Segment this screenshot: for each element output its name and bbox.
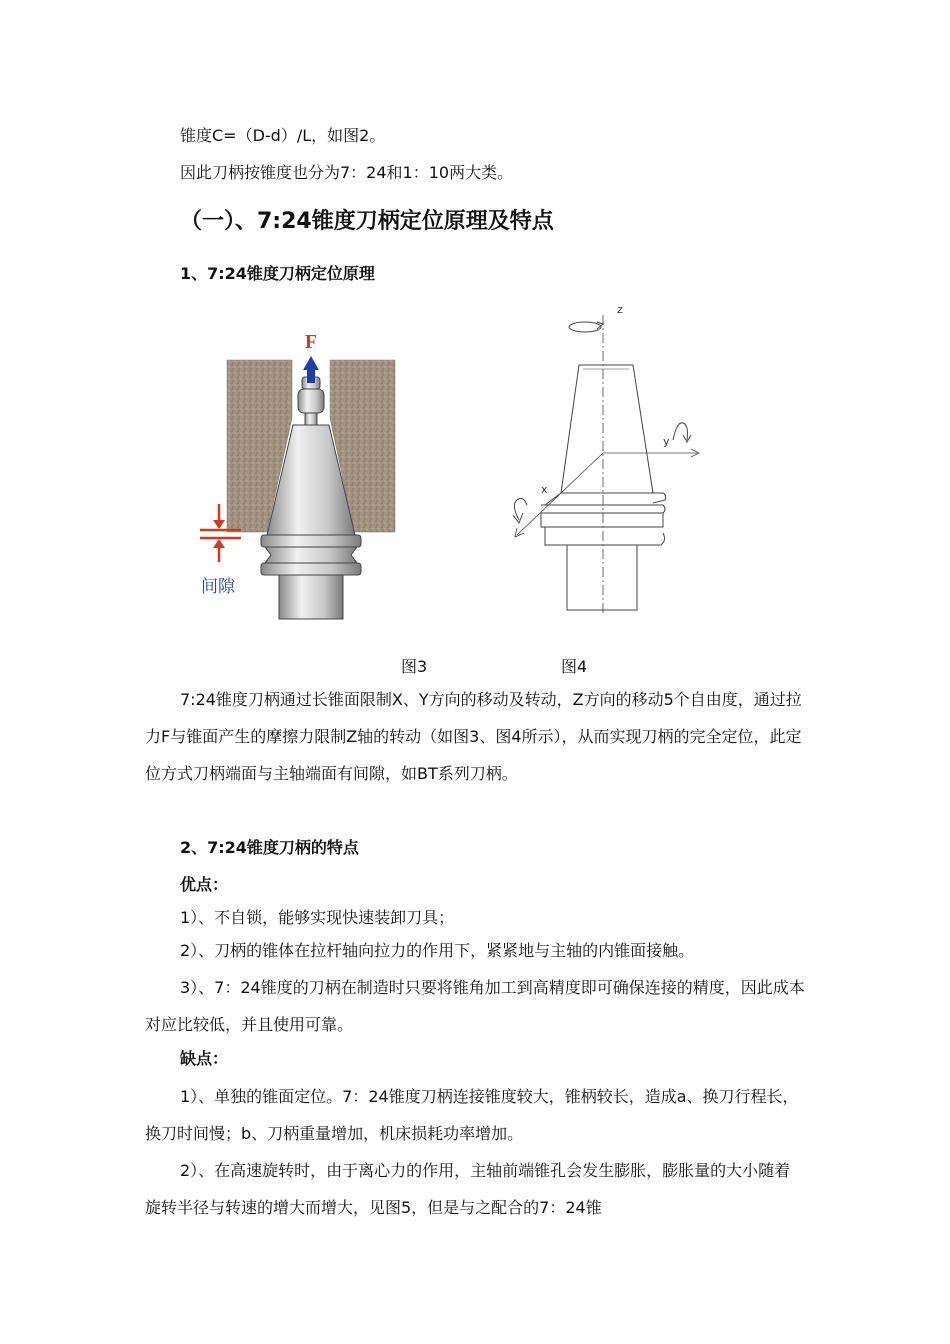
section-heading: （一）、7:24锥度刀柄定位原理及特点 — [180, 209, 554, 234]
y-axis-label: y — [663, 435, 670, 448]
advantage-item: 1）、不自锁，能够实现快速装卸刀具； — [180, 908, 455, 927]
taper-classes-line: 因此刀柄按锥度也分为7：24和1：10两大类。 — [180, 163, 514, 182]
advantages-title: 优点： — [180, 875, 229, 894]
x-axis — [517, 453, 603, 535]
disadvantages-title: 缺点： — [180, 1049, 229, 1068]
advantage-item: 2）、刀柄的锥体在拉杆轴向拉力的作用下，紧紧地与主轴的内锥面接触。 — [180, 941, 695, 960]
figure-4-caption: 图4 — [561, 657, 588, 676]
gap-label: 间隙 — [201, 577, 235, 597]
x-axis-label: x — [541, 483, 548, 496]
principle-paragraph: 7:24锥度刀柄通过长锥面限制X、Y方向的移动及转动，Z方向的移动5个自由度，通过拉力F与锥面产生的摩擦力限制Z轴的转动（如图3、图4所示），从而实现刀柄的完全定位，此定位方式刀柄端面与主轴端面有间隙，如BT系列刀柄。 — [145, 690, 802, 783]
force-f-label: F — [304, 331, 318, 353]
disadvantage-item: 1）、单独的锥面定位。7：24锥度刀柄连接锥度较大，锥柄较长，造成a、换刀行程长，换刀时间慢；b、刀柄重量增加，机床损耗功率增加。 — [145, 1087, 799, 1143]
disadvantage-item: 2）、在高速旋转时，由于离心力的作用，主轴前端锥孔会发生膨胀，膨胀量的大小随着旋转半径与转速的增大而增大，见图5，但是与之配合的7：24锥 — [145, 1161, 791, 1217]
taper-formula-line: 锥度C=（D-d）/L，如图2。 — [180, 126, 386, 145]
figure-3-spindle-diagram — [195, 322, 405, 622]
z-axis-label: z — [617, 303, 623, 316]
subheading-principle: 1、7:24锥度刀柄定位原理 — [180, 264, 375, 283]
subheading-features: 2、7:24锥度刀柄的特点 — [180, 838, 359, 857]
figure-4-axes-diagram — [505, 295, 705, 615]
figure-3-caption: 图3 — [401, 657, 428, 676]
advantage-item: 3）、7：24锥度的刀柄在制造时只要将锥角加工到高精度即可确保连接的精度，因此成本对应比较低，并且使用可靠。 — [145, 978, 805, 1034]
